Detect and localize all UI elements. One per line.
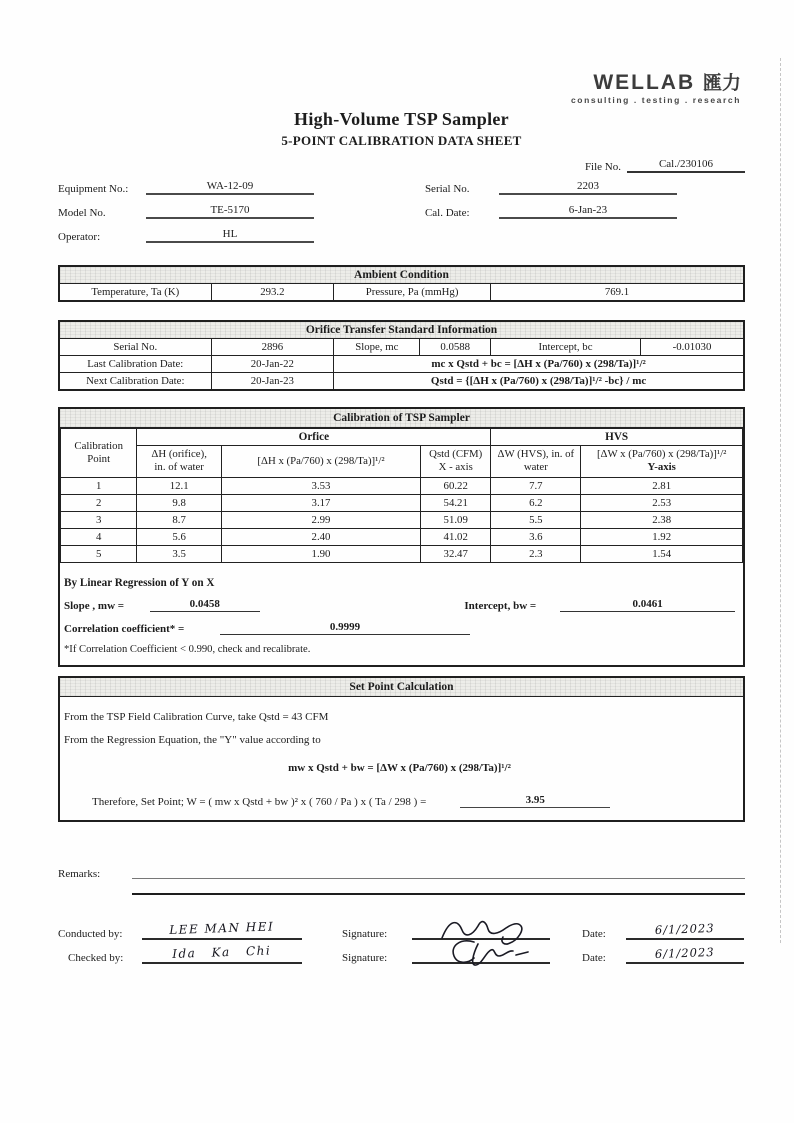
checked-by-label: Checked by:	[68, 951, 124, 964]
cell-point: 3	[61, 511, 137, 528]
next-cal-date-value: 20-Jan-23	[211, 373, 334, 391]
intercept-bw-value: 0.0461	[560, 598, 735, 612]
last-cal-date-value: 20-Jan-22	[211, 356, 334, 373]
cell-dh-calc: 2.40	[221, 528, 420, 545]
orifice-standard-row2	[59, 356, 744, 373]
cell-dw: 2.3	[491, 545, 581, 562]
cell-qstd: 51.09	[421, 511, 491, 528]
dh-orifice-header-line2: in. of water	[154, 461, 204, 474]
equipment-info-left	[58, 180, 419, 252]
qstd-x-axis-header	[421, 446, 491, 478]
correlation-note: *If Correlation Coefficient < 0.990, check and recalibrate.	[64, 643, 311, 655]
orifice-standard-title: Orifice Transfer Standard Information	[59, 321, 744, 339]
dh-orifice-header-line1: ΔH (orifice),	[151, 448, 207, 460]
orifice-group-header: Orfice	[137, 429, 491, 446]
remarks-label: Remarks:	[58, 867, 101, 880]
linear-regression-block	[60, 563, 743, 665]
dw-formula-y-axis-header	[581, 446, 743, 478]
qstd-header-line2: X - axis	[438, 461, 473, 474]
calibration-data-row	[61, 528, 743, 545]
calibration-data-row	[61, 545, 743, 562]
regression-slope-row	[64, 598, 735, 612]
conducted-signature-label: Signature:	[342, 927, 388, 940]
remarks-block	[58, 868, 745, 895]
cell-point: 5	[61, 545, 137, 562]
checked-date-line	[626, 944, 744, 964]
set-point-therefore-row	[92, 794, 735, 808]
correlation-value: 0.9999	[220, 621, 470, 635]
intercept-bw-label: Intercept, bw =	[464, 599, 537, 612]
calibration-group-header-row	[61, 429, 743, 446]
regression-corr-row	[64, 621, 735, 635]
cell-qstd: 41.02	[421, 528, 491, 545]
checked-signature-label: Signature:	[342, 951, 388, 964]
checked-date-label: Date:	[582, 951, 606, 964]
cell-qstd: 60.22	[421, 477, 491, 494]
scan-margin-line	[780, 58, 781, 943]
calibration-data-row	[61, 477, 743, 494]
page-subtitle: 5-POINT CALIBRATION DATA SHEET	[281, 133, 522, 148]
equipment-info	[58, 180, 745, 252]
checked-signature-line	[412, 947, 550, 964]
dw-formula-header-line1: [ΔW x (Pa/760) x (298/Ta)]¹/²	[596, 448, 727, 460]
intercept-bc-value: -0.01030	[641, 339, 744, 356]
cell-dh: 8.7	[137, 511, 222, 528]
checked-by-row	[58, 943, 745, 964]
ambient-condition-row	[59, 284, 744, 302]
orifice-standard-row3	[59, 373, 744, 391]
cell-point: 2	[61, 494, 137, 511]
cell-dw: 7.7	[491, 477, 581, 494]
slope-mc-label: Slope, mc	[334, 339, 420, 356]
last-cal-date-label: Last Calibration Date:	[59, 356, 211, 373]
pressure-value: 769.1	[491, 284, 744, 302]
set-point-line2: From the Regression Equation, the "Y" value according to	[64, 733, 321, 746]
equipment-info-right	[419, 180, 745, 252]
next-cal-date-label: Next Calibration Date:	[59, 373, 211, 391]
logo-cjk-text: 匯力	[702, 73, 741, 94]
regression-heading: By Linear Regression of Y on X	[64, 576, 215, 589]
orifice-formula-2: Qstd = {[ΔH x (Pa/760) x (298/Ta)]¹/² -bc} / mc	[334, 373, 744, 391]
cell-qstd: 32.47	[421, 545, 491, 562]
checked-by-name-handwriting: Ida Ka Chi	[171, 943, 272, 961]
wellab-logo	[58, 0, 745, 105]
calibration-data-row	[61, 494, 743, 511]
conducted-date-line	[626, 920, 744, 940]
equipment-no-row	[58, 180, 419, 195]
model-no-row	[58, 204, 419, 219]
set-point-line1: From the TSP Field Calibration Curve, take Qstd = 43 CFM	[64, 710, 329, 723]
cell-dh: 12.1	[137, 477, 222, 494]
operator-label: Operator:	[58, 231, 101, 243]
cell-point: 4	[61, 528, 137, 545]
dw-hvs-header-line2: water	[523, 461, 548, 474]
ambient-condition-table	[58, 265, 745, 302]
dw-formula-header-line2: Y-axis	[647, 461, 676, 474]
model-no-label: Model No.	[58, 207, 106, 219]
dh-formula-header-line1: [ΔH x (Pa/760) x (298/Ta)]¹/²	[257, 454, 385, 467]
slope-mw-label: Slope , mw =	[64, 599, 125, 612]
set-point-body	[60, 697, 743, 820]
cell-dh-calc: 1.90	[221, 545, 420, 562]
set-point-therefore-text: Therefore, Set Point; W = ( mw x Qstd + bw )² x ( 760 / Pa ) x ( Ta / 298 ) =	[92, 795, 427, 808]
slope-mc-value: 0.0588	[420, 339, 491, 356]
calibration-column-header-row	[61, 446, 743, 478]
orifice-serial-value: 2896	[211, 339, 334, 356]
dw-hvs-header-line1: ΔW (HVS), in. of	[497, 448, 575, 460]
orifice-standard-table	[58, 320, 745, 391]
remarks-line-1	[132, 868, 745, 879]
calibration-point-header-line2: Point	[87, 452, 111, 465]
cell-point: 1	[61, 477, 137, 494]
cell-dw-calc: 2.53	[581, 494, 743, 511]
pressure-label: Pressure, Pa (mmHg)	[334, 284, 491, 302]
conducted-by-row	[58, 919, 745, 940]
checked-date-handwriting: 6/1/2023	[654, 944, 715, 961]
ambient-condition-title: Ambient Condition	[59, 266, 744, 284]
logo-tagline: consulting . testing . research	[570, 95, 741, 105]
set-point-section	[58, 676, 745, 822]
cell-qstd: 54.21	[421, 494, 491, 511]
temperature-label: Temperature, Ta (K)	[59, 284, 211, 302]
cal-date-value: 6-Jan-23	[499, 204, 677, 219]
cell-dh-calc: 3.53	[221, 477, 420, 494]
cell-dw: 6.2	[491, 494, 581, 511]
conducted-by-name-handwriting: LEE MAN HEI	[168, 919, 275, 938]
temperature-value: 293.2	[211, 284, 334, 302]
slope-mw-value: 0.0458	[150, 598, 260, 612]
orifice-standard-section	[58, 320, 745, 391]
cal-date-label: Cal. Date:	[424, 207, 470, 219]
conducted-by-name-line	[142, 919, 302, 940]
file-no-row	[58, 158, 745, 173]
cell-dh: 5.6	[137, 528, 222, 545]
calibration-section	[58, 407, 745, 667]
dh-formula-header	[221, 446, 420, 478]
set-point-formula: mw x Qstd + bw = [ΔW x (Pa/760) x (298/Ta)]¹/²	[288, 761, 511, 774]
calibration-section-title: Calibration of TSP Sampler	[60, 409, 743, 428]
set-point-title: Set Point Calculation	[60, 678, 743, 697]
cell-dh: 9.8	[137, 494, 222, 511]
orifice-serial-label: Serial No.	[59, 339, 211, 356]
cell-dh: 3.5	[137, 545, 222, 562]
hvs-group-header: HVS	[491, 429, 743, 446]
operator-value: HL	[146, 228, 314, 243]
model-no-value: TE-5170	[146, 204, 314, 219]
cell-dh-calc: 2.99	[221, 511, 420, 528]
remarks-line-2	[132, 879, 745, 895]
cell-dh-calc: 3.17	[221, 494, 420, 511]
qstd-header-line1: Qstd (CFM)	[429, 448, 483, 460]
cell-dw-calc: 1.92	[581, 528, 743, 545]
conducted-by-label: Conducted by:	[58, 927, 123, 940]
file-no-value: Cal./230106	[627, 158, 745, 173]
calibration-table	[60, 428, 743, 563]
file-no-label: File No.	[584, 161, 621, 173]
dw-hvs-header	[491, 446, 581, 478]
orifice-standard-row1	[59, 339, 744, 356]
cell-dw-calc: 2.38	[581, 511, 743, 528]
conducted-date-label: Date:	[582, 927, 606, 940]
intercept-bc-label: Intercept, bc	[491, 339, 641, 356]
equipment-no-label: Equipment No.:	[58, 183, 129, 195]
serial-no-value: 2203	[499, 180, 677, 195]
logo-brand-text	[58, 72, 741, 93]
checked-by-name-line	[142, 943, 302, 964]
signoff-block	[58, 919, 745, 964]
conducted-date-handwriting: 6/1/2023	[654, 920, 715, 937]
dh-orifice-header	[137, 446, 222, 478]
cell-dw-calc: 1.54	[581, 545, 743, 562]
logo-wordmark: WELLAB	[593, 71, 696, 94]
cell-dw: 5.5	[491, 511, 581, 528]
set-point-result: 3.95	[460, 794, 610, 808]
operator-row	[58, 228, 419, 243]
cell-dw: 3.6	[491, 528, 581, 545]
ambient-condition-section	[58, 265, 745, 302]
equipment-no-value: WA-12-09	[146, 180, 314, 195]
calibration-data-row	[61, 511, 743, 528]
document-content	[58, 0, 745, 971]
orifice-formula-1: mc x Qstd + bc = [ΔH x (Pa/760) x (298/Ta)]¹/²	[334, 356, 744, 373]
calibration-point-header	[61, 429, 137, 478]
checked-signature-scribble	[412, 936, 550, 970]
serial-no-label: Serial No.	[424, 183, 470, 195]
serial-no-row	[425, 180, 745, 195]
calibration-point-header-line1: Calibration	[74, 439, 123, 452]
remarks-lines	[132, 868, 745, 895]
correlation-label: Correlation coefficient* =	[64, 622, 185, 635]
cell-dw-calc: 2.81	[581, 477, 743, 494]
page-title: High-Volume TSP Sampler	[294, 109, 509, 129]
cal-date-row	[425, 204, 745, 219]
